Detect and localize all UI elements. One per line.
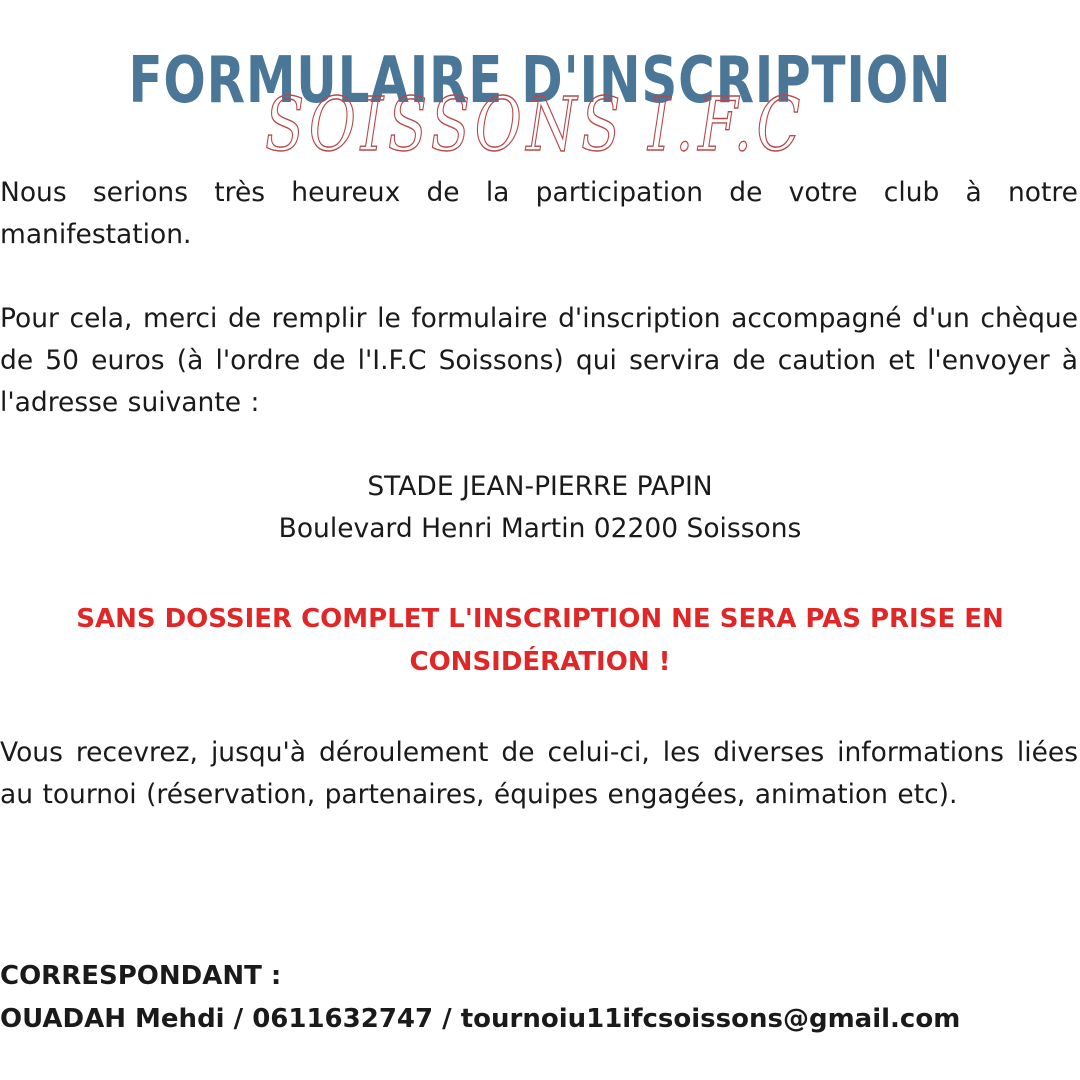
contact-label: CORRESPONDANT : [0,961,282,991]
script-logo [265,50,825,180]
warning-line-1: SANS DOSSIER COMPLET L'INSCRIPTION NE SERA PAS PRISE EN [76,604,1004,634]
address-line-1: STADE JEAN-PIERRE PAPIN [367,471,713,502]
contact-block [0,955,1080,1041]
warning-line-2: CONSIDÉRATION ! [409,647,671,677]
instructions-paragraph: Pour cela, merci de remplir le formulaire d'inscription accompagné d'un chèque de 50 euros (à l'ordre de l'I.F.C Soissons) qui servira de caution et l'envoyer à l'adresse suivante : [0,303,1078,418]
warning-notice [0,598,1080,684]
intro-paragraph: Nous serions très heureux de la participation de votre club à notre manifestation. [0,177,1078,250]
info-paragraph: Vous recevrez, jusqu'à déroulement de celui-ci, les diverses informations liées au tournoi (réservation, partenaires, équipes engagées, animation etc). [0,737,1078,810]
address-block [0,466,1080,550]
contact-details: OUADAH Mehdi / 0611632747 / tournoiu11ifcsoissons@gmail.com [0,1004,961,1034]
address-line-2: Boulevard Henri Martin 02200 Soissons [278,513,802,544]
header [0,38,1080,168]
script-logo-text: SOISSONS I.F.C [265,82,805,168]
page-title: FORMULAIRE D'INSCRIPTION [128,44,952,118]
